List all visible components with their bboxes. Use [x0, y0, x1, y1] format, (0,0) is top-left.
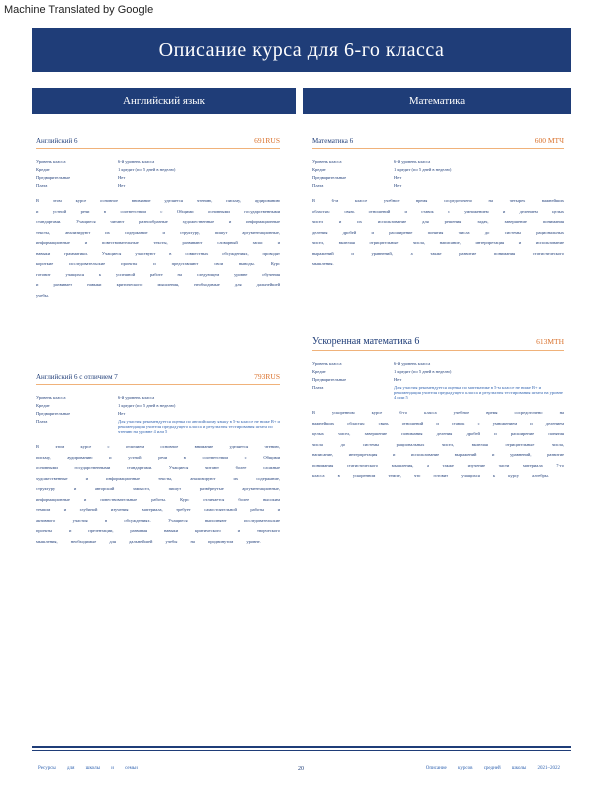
course-header: [312, 336, 564, 351]
course-name: Математика 6: [312, 137, 354, 145]
course-header: [312, 136, 564, 149]
course-meta: [312, 361, 564, 400]
course-math-6: [312, 136, 564, 270]
section-header-math: Математика: [303, 88, 571, 114]
course-code: 613MTH: [536, 337, 564, 346]
course-english-6-honors: [36, 372, 280, 547]
meta-label: Кредит: [36, 167, 50, 172]
footer-divider-thin: [32, 750, 571, 751]
meta-label: Плата: [312, 183, 324, 188]
machine-translated-banner: Machine Translated by Google: [4, 4, 154, 16]
course-name: Английский 6 с отличием 7: [36, 373, 118, 381]
course-description: В этом курсе с отличием основное внимание уделяется чтению, письму, аудированию и устной речи в соответствии с Общими основными государственными стандартами. Учащиеся читают более сложные художественные и информационные тексты, анализируют их содержание, структуру и авторский замысел, пишут развёрнутые аргументационные, информационные и повествовательные работы. Курс отличается более высоким темпом и глубиной изучения материала, требует самостоятельной работы и активного участия в обсуждениях. Учащиеся выполняют исследовательские проекты и презентации, развивая навыки критического и творческого мышления, необходимые для дальнейшей учебы на продвинутом уровне.: [36, 444, 280, 544]
meta-value: 6-й уровень класса: [118, 159, 155, 164]
meta-value: 6-й уровень класса: [118, 395, 155, 400]
meta-value: Нет: [118, 411, 126, 416]
meta-label: Предварительные: [36, 175, 71, 180]
course-name: Английский 6: [36, 137, 78, 145]
meta-value: Нет: [394, 175, 402, 180]
meta-value: 1 кредит (по 5 дней в неделю): [394, 167, 452, 172]
meta-value: Нет: [118, 183, 126, 188]
course-name: Ускоренная математика 6: [312, 336, 420, 347]
course-header: [36, 136, 280, 149]
meta-value: 1 кредит (по 5 дней в неделю): [394, 369, 452, 374]
meta-label: Предварительные: [312, 175, 347, 180]
meta-value: 6-й уровень класса: [394, 361, 431, 366]
page-number: 20: [298, 766, 304, 772]
meta-label: Предварительные: [312, 377, 347, 382]
meta-value: 1 кредит (по 5 дней в неделю): [118, 167, 176, 172]
section-header-english: Английский язык: [32, 88, 296, 114]
course-header: [36, 372, 280, 385]
course-meta: [36, 395, 280, 434]
meta-label: Кредит: [312, 369, 326, 374]
meta-label: Плата: [36, 183, 48, 188]
course-code: 600 МТЧ: [534, 136, 564, 145]
page-title-bar: [32, 28, 571, 72]
meta-value: 1 кредит (по 5 дней в неделю): [118, 403, 176, 408]
meta-value: Нет: [394, 183, 402, 188]
meta-value: Нет: [394, 377, 402, 382]
course-description: В ускоренном курсе 6-го класса учебное время сосредоточено на важнейших областях: связь отношений и ставок с умножением и делением целых чисел, завершение понимания деления дробей и расширение понятия числа до системы рациональных чисел, включая отрицательные числа, написание, интерпретация и использование выражений и уравнений, развитие понимания статистического мышления, а также изучение части материала 7-го класса в ускоренном темпе, что готовит учащихся к курсу алгебры.: [312, 410, 564, 478]
footer-right-text: Описание курсов средней школы 2021–2022: [425, 766, 560, 771]
course-code: 793RUS: [254, 372, 280, 381]
footer-divider: [32, 746, 571, 748]
footer-left-text: Ресурсы для школы и семьи: [38, 766, 138, 771]
meta-label: Уровень класса: [312, 361, 342, 366]
course-meta: [36, 159, 280, 188]
meta-value: 6-й уровень класса: [394, 159, 431, 164]
course-description: В 6-м классе учебное время сосредоточено на четырех важнейших областях: связь отношений и ставок с умножением и делением целых чисел и их использование для решения задач, завершение понимания деления дробей и расширение понятия числа до системы рациональных чисел, включая отрицательные числа, написание, интерпретация и использование выражений и уравнений, а также развитие понимания статистического мышления.: [312, 198, 564, 266]
meta-label: Кредит: [312, 167, 326, 172]
meta-label: Уровень класса: [36, 159, 66, 164]
meta-label: Уровень класса: [36, 395, 66, 400]
course-code: 691RUS: [254, 136, 280, 145]
page-title: Описание курса для 6-го класса: [158, 38, 445, 61]
course-description: В этом курсе основное внимание уделяется чтению, письму, аудированию и устной речи в соответствии с Общими основными государственными стандартами. Учащиеся читают разнообразные художественные и информационные тексты, анализируют их содержание и структуру, пишут аргументационные, информационные и повествовательные тексты, развивают словарный запас и навыки грамматики. Учащиеся участвуют в совместных обсуждениях, проводят короткие исследовательские проекты и представляют свои выводы. Курс готовит учащихся к успешной работе на следующем уровне обучения и развивает навыки критического мышления, необходимые для дальнейшей учебы.: [36, 198, 280, 298]
course-accelerated-math-6: [312, 336, 564, 482]
meta-value: Для участия рекомендуется оценка по математике в 5-м классе не ниже B+ и рекомендация учителя предыдущего класса и результаты тестирования штата на уровне 4 или 5: [394, 385, 563, 400]
meta-value: Для участия рекомендуется оценка по английскому языку в 5-м классе не ниже B+ и рекомендация учителя предыдущего класса и результаты тестирования штата по чтению на уровне 4 или 5: [118, 419, 280, 434]
meta-label: Предварительные: [36, 411, 71, 416]
meta-label: Уровень класса: [312, 159, 342, 164]
course-meta: [312, 159, 564, 188]
meta-value: Нет: [118, 175, 126, 180]
meta-label: Кредит: [36, 403, 50, 408]
course-english-6: [36, 136, 280, 301]
meta-label: Плата: [36, 419, 48, 424]
meta-label: Плата: [312, 385, 324, 390]
